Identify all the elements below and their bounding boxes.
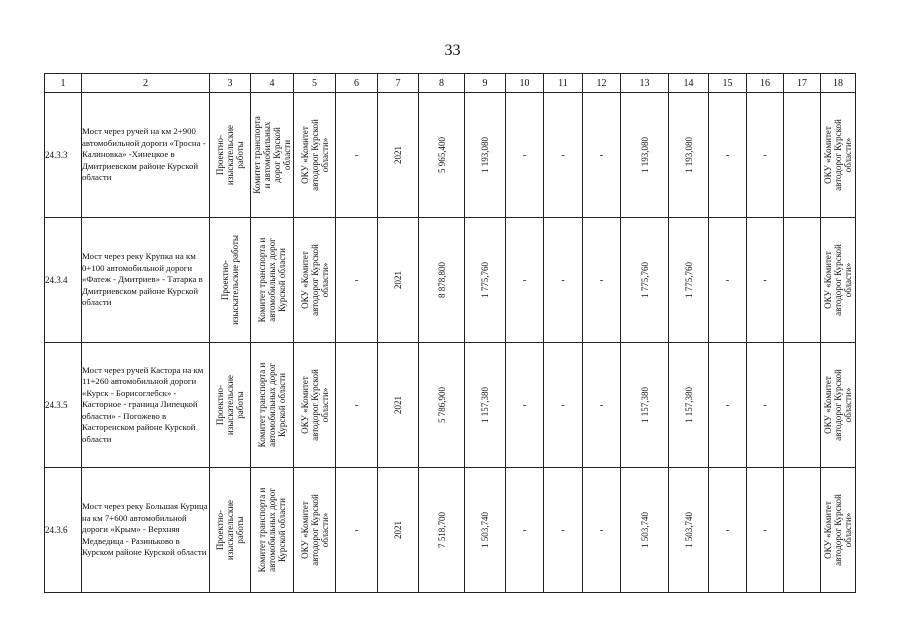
responsible-org-text [823,244,853,316]
col10-value: - [506,218,544,343]
col11-value: - [544,468,583,593]
responsible-org-line: области» [843,512,853,548]
amount-col9 [465,343,506,468]
committee-text [257,238,287,323]
total-cost [419,218,465,343]
table-row [45,343,856,468]
amount-col9 [465,93,506,218]
amount-col13-text: 1 775,760 [639,262,650,298]
work-type [210,343,251,468]
oku-contractor-line: области» [319,387,330,423]
work-type-text [215,500,245,560]
total-cost [419,468,465,593]
year [378,218,419,343]
committee-line: Комитет транспорта и [257,237,267,323]
year-text: 2021 [393,396,403,414]
col6-value: - [336,468,378,593]
amount-col9 [465,218,506,343]
year [378,343,419,468]
responsible-org-line: ОКУ «Комитет [823,376,833,434]
year-text: 2021 [393,146,403,164]
col11-value: - [544,343,583,468]
amount-col14-text: 1 775,760 [683,262,694,298]
oku-contractor [294,93,336,218]
responsible-org-text [823,119,853,191]
committee-text [252,116,292,194]
oku-contractor [294,343,336,468]
col15-value: - [709,343,747,468]
responsible-org-line: автодорог Курской [833,494,843,566]
oku-contractor-line: ОКУ «Комитет [299,126,310,184]
column-header-2: 2 [82,74,210,93]
work-type [210,468,251,593]
col11-value: - [544,93,583,218]
column-header-6: 6 [336,74,378,93]
committee-line: дорог Курской [272,127,282,183]
item-code: 24.3.6 [45,468,82,593]
responsible-org-text [823,494,853,566]
column-header-16: 16 [747,74,784,93]
col17-value [784,218,821,343]
year [378,93,419,218]
committee [251,218,294,343]
amount-col9-text: 1 157,380 [480,387,490,423]
col16-value: - [747,93,784,218]
work-type-text [215,375,245,435]
work-type-line: работы [235,516,245,544]
col12-value: - [583,468,621,593]
col12-value: - [583,218,621,343]
column-header-7: 7 [378,74,419,93]
col6-value: - [336,343,378,468]
committee-line: области [282,139,292,171]
col15-value: - [709,468,747,593]
committee [251,93,294,218]
item-code: 24.3.5 [45,343,82,468]
amount-col13 [621,343,669,468]
table-row [45,218,856,343]
responsible-org-line: области» [843,137,853,173]
responsible-org [821,343,856,468]
column-header-18: 18 [821,74,856,93]
amount-col14 [669,468,709,593]
object-name: Мост через ручей на км 2+900 автомобильной дороги «Тросна - Калиновка» -Хинецкое в Дмитриевском районе Курской области [82,93,210,218]
column-header-10: 10 [506,74,544,93]
amount-col9 [465,468,506,593]
item-code: 24.3.4 [45,218,82,343]
work-type-line: изыскательские [225,499,235,561]
col17-value [784,468,821,593]
total-cost [419,93,465,218]
col17-value [784,93,821,218]
amount-col14 [669,218,709,343]
col16-value: - [747,468,784,593]
oku-contractor-line: автодорог Курской [309,119,320,191]
work-type-line: изыскательские [225,124,235,186]
item-code: 24.3.3 [45,93,82,218]
work-type [210,93,251,218]
committee-text [257,363,287,448]
work-type-line: Проектно- [220,259,230,301]
column-header-14: 14 [669,74,709,93]
committee [251,343,294,468]
responsible-org-line: ОКУ «Комитет [823,251,833,309]
amount-col13 [621,93,669,218]
oku-contractor-line: автодорог Курской [309,494,320,566]
amount-col9-text: 1 775,760 [480,262,490,298]
amount-col14-text: 1 157,380 [683,387,694,423]
col15-value: - [709,218,747,343]
col16-value: - [747,343,784,468]
oku-contractor-text [300,494,330,566]
year-text: 2021 [393,521,403,539]
col15-value: - [709,93,747,218]
amount-col14-text: 1 503,740 [683,512,694,548]
work-type-line: работы [235,391,245,419]
responsible-org-line: ОКУ «Комитет [823,501,833,559]
column-header-12: 12 [583,74,621,93]
amount-col9-text: 1 503,740 [480,512,490,548]
amount-col13-text: 1 193,080 [639,137,650,173]
responsible-org-line: автодорог Курской [833,119,843,191]
col17-value [784,343,821,468]
responsible-org-line: ОКУ «Комитет [823,126,833,184]
amount-col13 [621,468,669,593]
amount-col14 [669,343,709,468]
amount-col14 [669,93,709,218]
amount-col13-text: 1 503,740 [639,512,650,548]
responsible-org [821,93,856,218]
responsible-org-line: автодорог Курской [833,369,843,441]
work-type-line: Проектно- [215,384,225,426]
oku-contractor-line: области» [319,137,330,173]
oku-contractor-line: области» [319,512,330,548]
committee-line: автомобильных дорог [267,488,277,572]
amount-col14-text: 1 193,080 [683,137,694,173]
oku-contractor-text [300,119,330,191]
total-cost-text: 7 518,700 [436,512,447,548]
committee-line: автомобильных дорог [267,238,277,322]
col6-value: - [336,93,378,218]
total-cost-text: 5 965,400 [436,137,447,173]
col6-value: - [336,218,378,343]
column-header-4: 4 [251,74,294,93]
oku-contractor [294,218,336,343]
col12-value: - [583,343,621,468]
total-cost [419,343,465,468]
col10-value: - [506,468,544,593]
committee-line: Курской области [277,373,287,437]
responsible-org-line: области» [843,387,853,423]
year-text: 2021 [393,271,403,289]
work-type [210,218,251,343]
col16-value: - [747,218,784,343]
amount-col9-text: 1 193,080 [480,137,490,173]
oku-contractor-line: ОКУ «Комитет [299,376,310,434]
oku-contractor-text [300,244,330,316]
committee-text [257,488,287,573]
header-row [45,74,856,93]
committee-line: Курской области [277,498,287,562]
col10-value: - [506,93,544,218]
responsible-org [821,218,856,343]
amount-col13-text: 1 157,380 [639,387,650,423]
committee-line: Комитет транспорта [252,116,262,194]
column-header-15: 15 [709,74,747,93]
budget-table [44,73,856,593]
responsible-org [821,468,856,593]
responsible-org-line: автодорог Курской [833,244,843,316]
committee-line: Комитет транспорта и [257,487,267,573]
table-row [45,93,856,218]
responsible-org-line: области» [843,262,853,298]
work-type-text [220,235,240,325]
oku-contractor-line: автодорог Курской [309,369,320,441]
total-cost-text: 8 878,800 [436,262,447,298]
object-name: Мост через реку Большая Курица на км 7+600 автомобильной дороги «Крым» - Верхняя Медведица - Разиньково в Курском районе Курской области [82,468,210,593]
oku-contractor-line: области» [319,262,330,298]
oku-contractor-line: ОКУ «Комитет [299,251,310,309]
table-body [45,93,856,593]
col12-value: - [583,93,621,218]
column-header-17: 17 [784,74,821,93]
work-type-line: изыскательские работы [230,235,240,325]
work-type-line: Проектно- [215,509,225,551]
amount-col13 [621,218,669,343]
responsible-org-text [823,369,853,441]
committee-line: автомобильных дорог [267,363,277,447]
table-row [45,468,856,593]
committee-line: Комитет транспорта и [257,362,267,448]
committee [251,468,294,593]
oku-contractor-line: автодорог Курской [309,244,320,316]
col10-value: - [506,343,544,468]
work-type-line: Проектно- [215,134,225,176]
col11-value: - [544,218,583,343]
object-name: Мост через ручей Кастора на км 11+260 автомобильной дороги «Курск - Борисоглебск» - Касторное - граница Липецкой области» - Погожево в Касторенском районе Курской области [82,343,210,468]
column-header-13: 13 [621,74,669,93]
column-header-3: 3 [210,74,251,93]
column-header-8: 8 [419,74,465,93]
column-header-11: 11 [544,74,583,93]
committee-line: и автомобильных [262,121,272,189]
oku-contractor-line: ОКУ «Комитет [299,501,310,559]
page-number: 33 [444,42,461,59]
work-type-line: работы [235,141,245,169]
work-type-line: изыскательские [225,374,235,436]
oku-contractor-text [300,369,330,441]
committee-line: Курской области [277,248,287,312]
column-header-1: 1 [45,74,82,93]
year [378,468,419,593]
column-header-5: 5 [294,74,336,93]
work-type-text [215,125,245,185]
total-cost-text: 5 786,900 [436,387,447,423]
column-header-9: 9 [465,74,506,93]
oku-contractor [294,468,336,593]
object-name: Мост через реку Крупка на км 0+100 автомобильной дороги «Фатеж - Дмитриев» - Татарка в Дмитриевском районе Курской области [82,218,210,343]
